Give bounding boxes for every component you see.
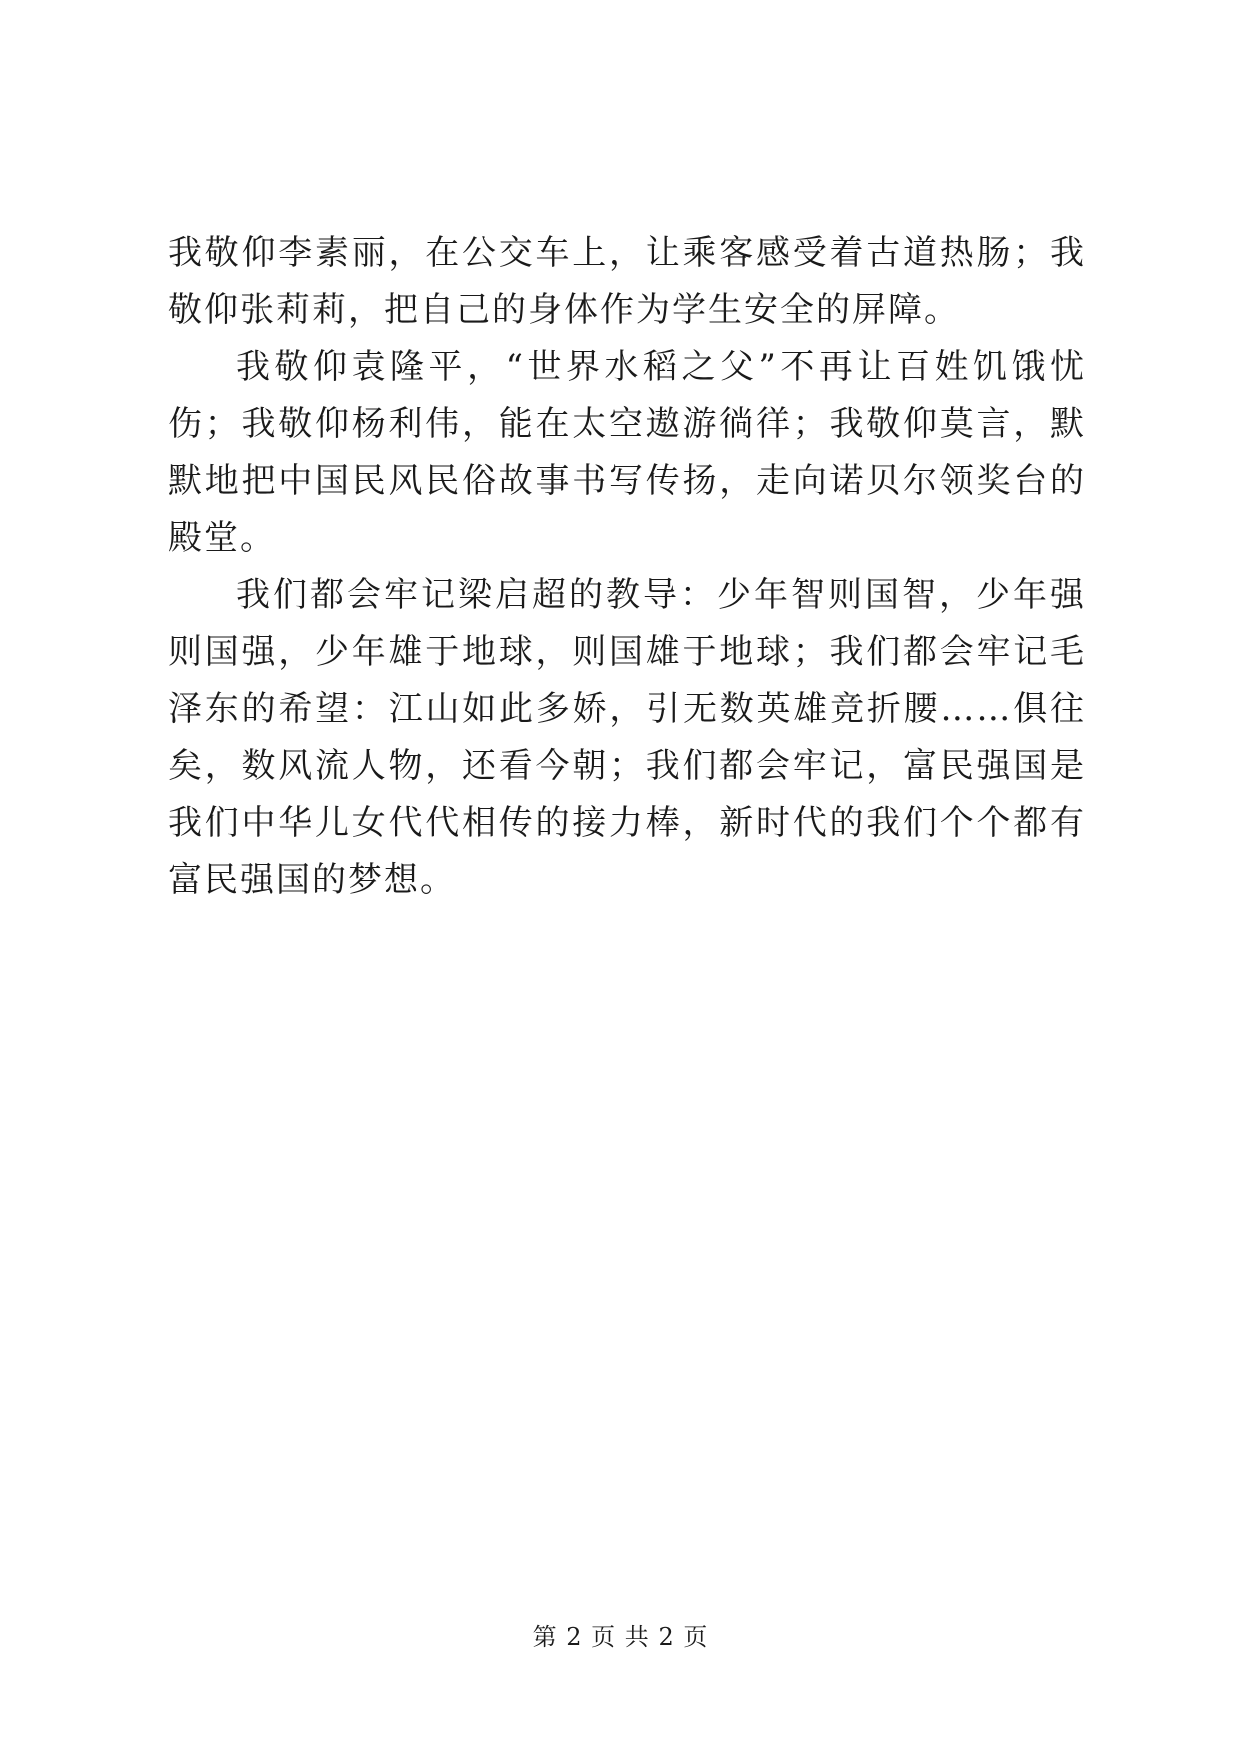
paragraph-2: 我敬仰袁隆平，“世界水稻之父”不再让百姓饥饿忧伤；我敬仰杨利伟，能在太空遨游徜徉；我敬仰莫言，默默地把中国民风民俗故事书写传扬，走向诺贝尔领奖台的殿堂。 (168, 347, 1086, 558)
paragraph-1: 我敬仰李素丽，在公交车上，让乘客感受着古道热肠；我敬仰张莉莉，把自己的身体作为学生安全的屏障。 (168, 233, 1086, 330)
paragraph-3: 我们都会牢记梁启超的教导：少年智则国智，少年强则国强，少年雄于地球，则国雄于地球；我们都会牢记毛泽东的希望：江山如此多娇，引无数英雄竞折腰……俱往矣，数风流人物，还看今朝；我们都会牢记，富民强国是我们中华儿女代代相传的接力棒，新时代的我们个个都有富民强国的梦想。 (168, 575, 1086, 900)
page-footer: 第 2 页 共 2 页 (532, 1623, 709, 1651)
document-body (168, 225, 1086, 909)
